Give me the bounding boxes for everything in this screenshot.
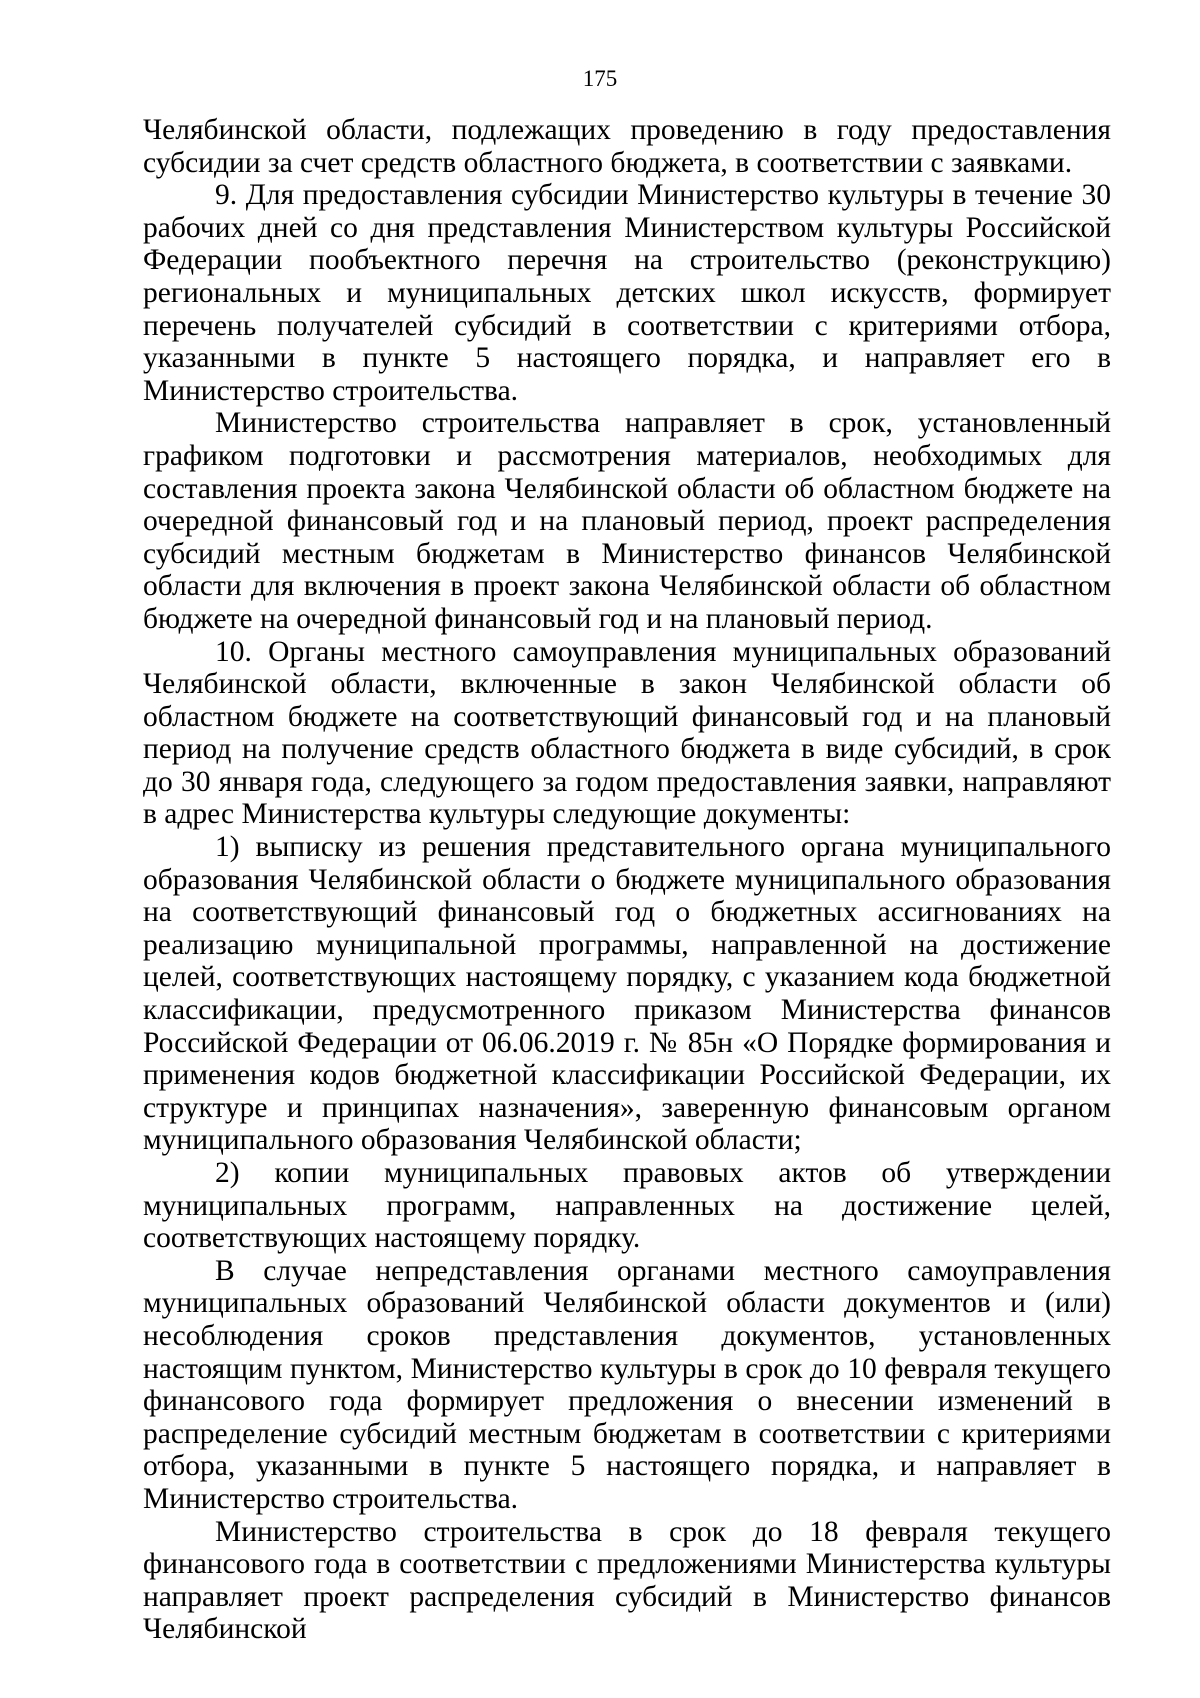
- paragraph-ministry-deadline: Министерство строительства в срок до 18 февраля текущего финансового года в соответствии с предложениями Министерства культуры направляет проект распределения субсидий в Министерство финансов Челябинской: [143, 1515, 1111, 1646]
- paragraph-ministry-construction: Министерство строительства направляет в срок, установленный графиком подготовки и рассмотрения материалов, необходимых для составления проекта закона Челябинской области об областном бюджете на очередной финансовый год и на плановый период, проект распределения субсидий местным бюджетам в Министерство финансов Челябинской области для включения в проект закона Челябинской области об областном бюджете на очередной финансовый год и на плановый период.: [143, 407, 1111, 635]
- paragraph-non-submission: В случае непредставления органами местного самоуправления муниципальных образований Челябинской области документов и (или) несоблюдения сроков представления документов, установленных настоящим пунктом, Министерство культуры в срок до 10 февраля текущего финансового года формирует предложения о внесении изменений в распределение субсидий местным бюджетам в соответствии с критериями отбора, указанными в пункте 5 настоящего порядка, и направляет в Министерство строительства.: [143, 1254, 1111, 1515]
- paragraph-subitem-2: 2) копии муниципальных правовых актов об утверждении муниципальных программ, направленных на достижение целей, соответствующих настоящему порядку.: [143, 1157, 1111, 1255]
- paragraph-continuation: Челябинской области, подлежащих проведению в году предоставления субсидии за счет средств областного бюджета, в соответствии с заявками.: [143, 114, 1111, 179]
- paragraph-item-10: 10. Органы местного самоуправления муниципальных образований Челябинской области, включенные в закон Челябинской области об областном бюджете на соответствующий финансовый год и на плановый период на получение средств областного бюджета в виде субсидий, в срок до 30 января года, следующего за годом предоставления заявки, направляют в адрес Министерства культуры следующие документы:: [143, 635, 1111, 831]
- paragraph-subitem-1: 1) выписку из решения представительного органа муниципального образования Челябинской области о бюджете муниципального образования на соответствующий финансовый год о бюджетных ассигнованиях на реализацию муниципальной программы, направленной на достижение целей, соответствующих настоящему порядку, с указанием кода бюджетной классификации, предусмотренного приказом Министерства финансов Российской Федерации от 06.06.2019 г. № 85н «О Порядке формирования и применения кодов бюджетной классификации Российской Федерации, их структуре и принципах назначения», заверенную финансовым органом муниципального образования Челябинской области;: [143, 831, 1111, 1157]
- page-number: 175: [582, 66, 618, 91]
- paragraph-item-9: 9. Для предоставления субсидии Министерство культуры в течение 30 рабочих дней со дня представления Министерством культуры Российской Федерации пообъектного перечня на строительство (реконструкцию) региональных и муниципальных детских школ искусств, формирует перечень получателей субсидий в соответствии с критериями отбора, указанными в пункте 5 настоящего порядка, и направляет его в Министерство строительства.: [143, 179, 1111, 407]
- document-body: [143, 114, 1111, 1646]
